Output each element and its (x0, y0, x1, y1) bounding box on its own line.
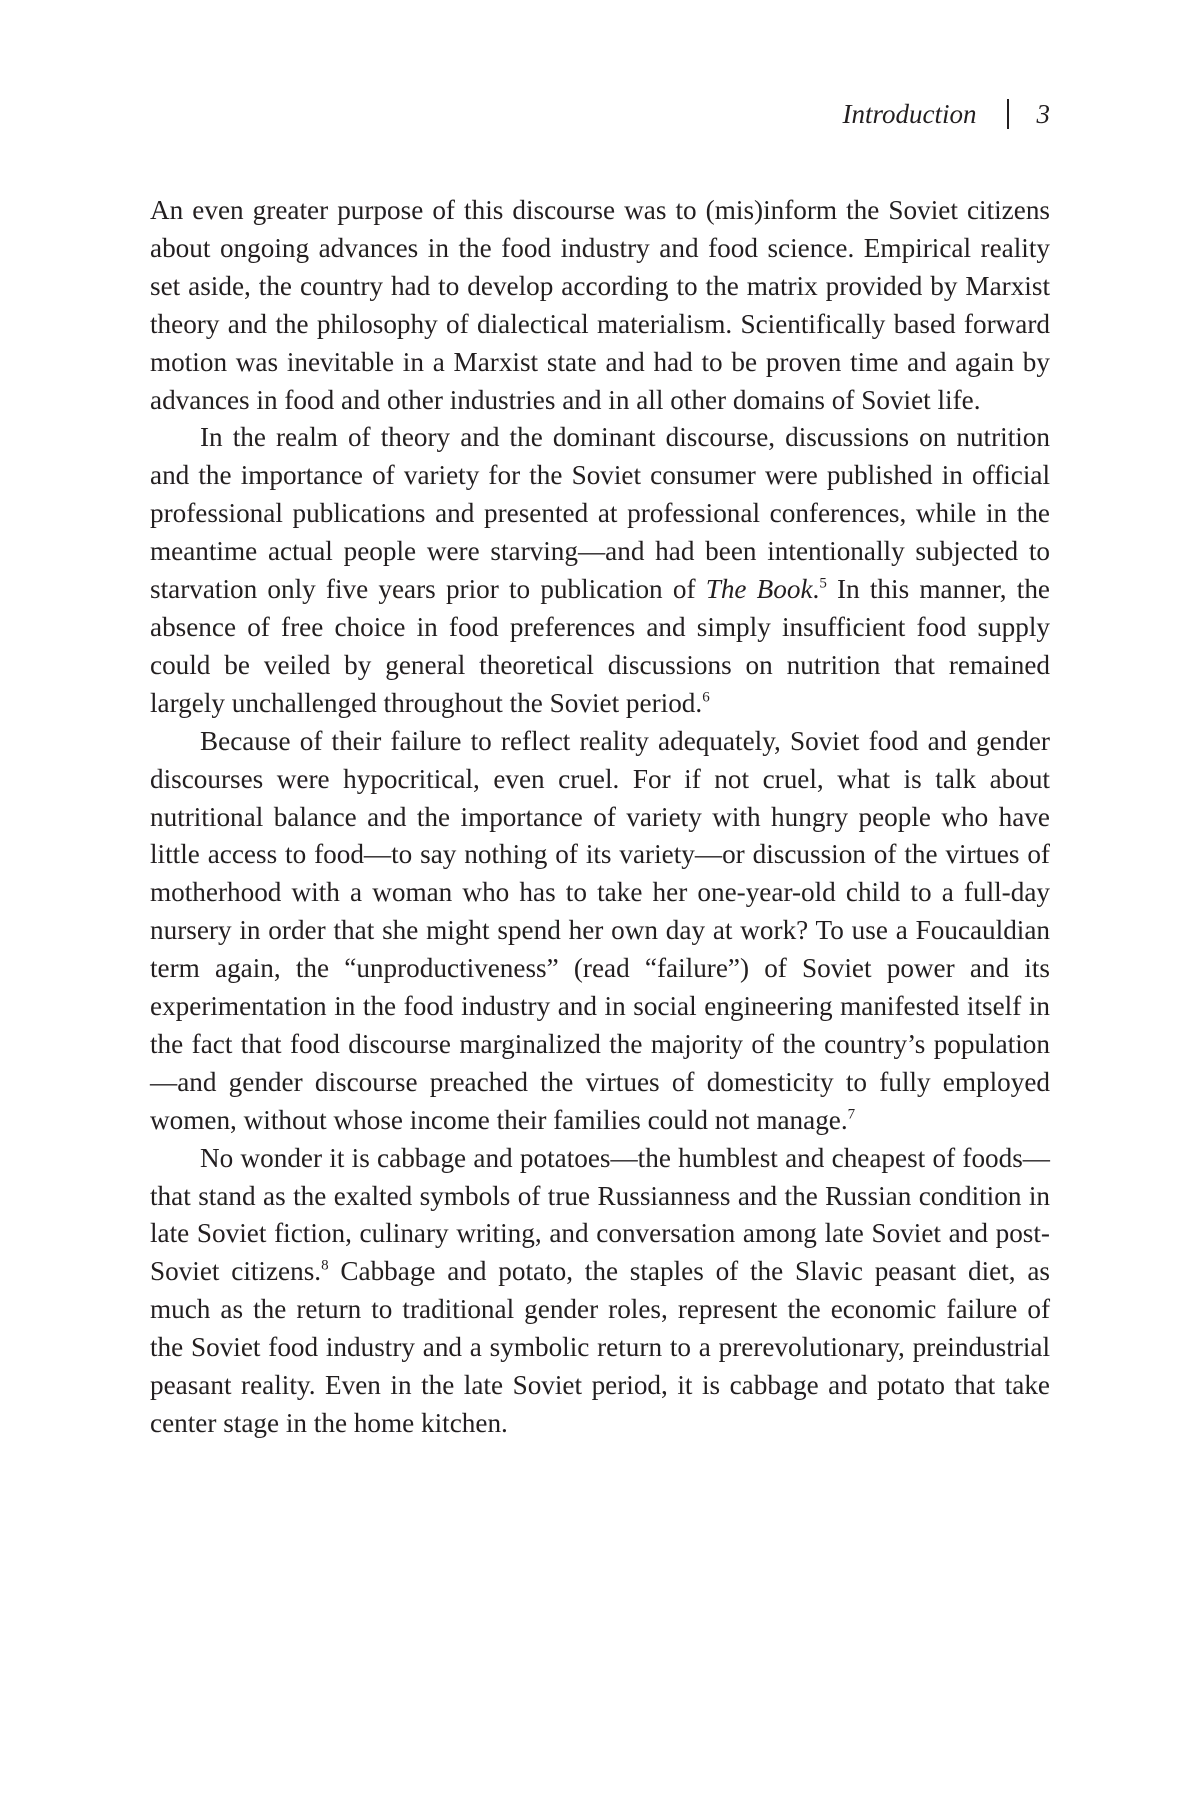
book-title-the-book: The Book (705, 574, 813, 605)
paragraph-2-text-c: In this manner, the absence of free choice in food preferences and simply insufficient food supply could be veiled by general theoretical discussions on nutrition that remained largely unchallenged throughout the Soviet period. (150, 574, 1050, 718)
paragraph-2 (150, 419, 1050, 722)
footnote-ref-8[interactable]: 8 (321, 1257, 329, 1274)
footnote-ref-6[interactable]: 6 (702, 689, 710, 706)
paragraph-1-text: An even greater purpose of this discourse was to (mis)inform the Soviet citizens about ongoing advances in the food industry and food science. Empirical reality set aside, the country had to develop according to the matrix provided by Marxist theory and the philosophy of dialectical materialism. Scientifically based forward motion was inevitable in a Marxist state and had to be proven time and again by advances in food and other industries and in all other domains of Soviet life. (150, 195, 1050, 415)
paragraph-3-text: Because of their failure to reflect reality adequately, Soviet food and gender discourses were hypocritical, even cruel. For if not cruel, what is talk about nutritional balance and the importance of variety with hungry people who have little access to food—to say nothing of its variety—or discussion of the virtues of motherhood with a woman who has to take her one-year-old child to a full-day nursery in order that she might spend her own day at work? To use a Foucauldian term again, the “unproductiveness” (read “failure”) of Soviet power and its experimentation in the food industry and in social engineering manifested itself in the fact that food discourse marginalized the majority of the country’s population—and gender discourse preached the virtues of domesticity to fully employed women, without whose income their families could not manage. (150, 725, 1050, 1135)
paragraph-4-text-a: No wonder it is cabbage and potatoes—the humblest and cheapest of foods—that stand as the exalted symbols of true Russianness and the Russian condition in late Soviet fiction, culinary writing, and conversation among late Soviet and post-Soviet citizens. (150, 1142, 1050, 1287)
running-head-divider (1007, 99, 1009, 129)
footnote-ref-5[interactable]: 5 (819, 575, 827, 592)
paragraph-4-text-b: Cabbage and potato, the staples of the Slavic peasant diet, as much as the return to traditional gender roles, represent the economic failure of the Soviet food industry and a symbolic return to a prerevolutionary, preindustrial peasant reality. Even in the late Soviet period, it is cabbage and potato that take center stage in the home kitchen. (150, 1256, 1050, 1438)
paragraph-2-text-a: In the realm of theory and the dominant discourse, discussions on nutrition and the importance of variety for the Soviet consumer were published in official professional publications and presented at professional conferences, while in the meantime actual people were starving—and had been intentionally subjected to starvation only five years prior to publication of (150, 422, 1050, 605)
paragraph-2-text-b: . (812, 574, 820, 605)
running-head (843, 96, 1051, 132)
paragraph-1 (150, 192, 1050, 419)
paragraph-4 (150, 1140, 1050, 1443)
running-head-section-title: Introduction (842, 99, 977, 129)
page-number: 3 (1036, 99, 1050, 129)
footnote-ref-7[interactable]: 7 (847, 1106, 856, 1123)
body-text (150, 192, 1050, 1443)
paragraph-3 (150, 723, 1050, 1140)
